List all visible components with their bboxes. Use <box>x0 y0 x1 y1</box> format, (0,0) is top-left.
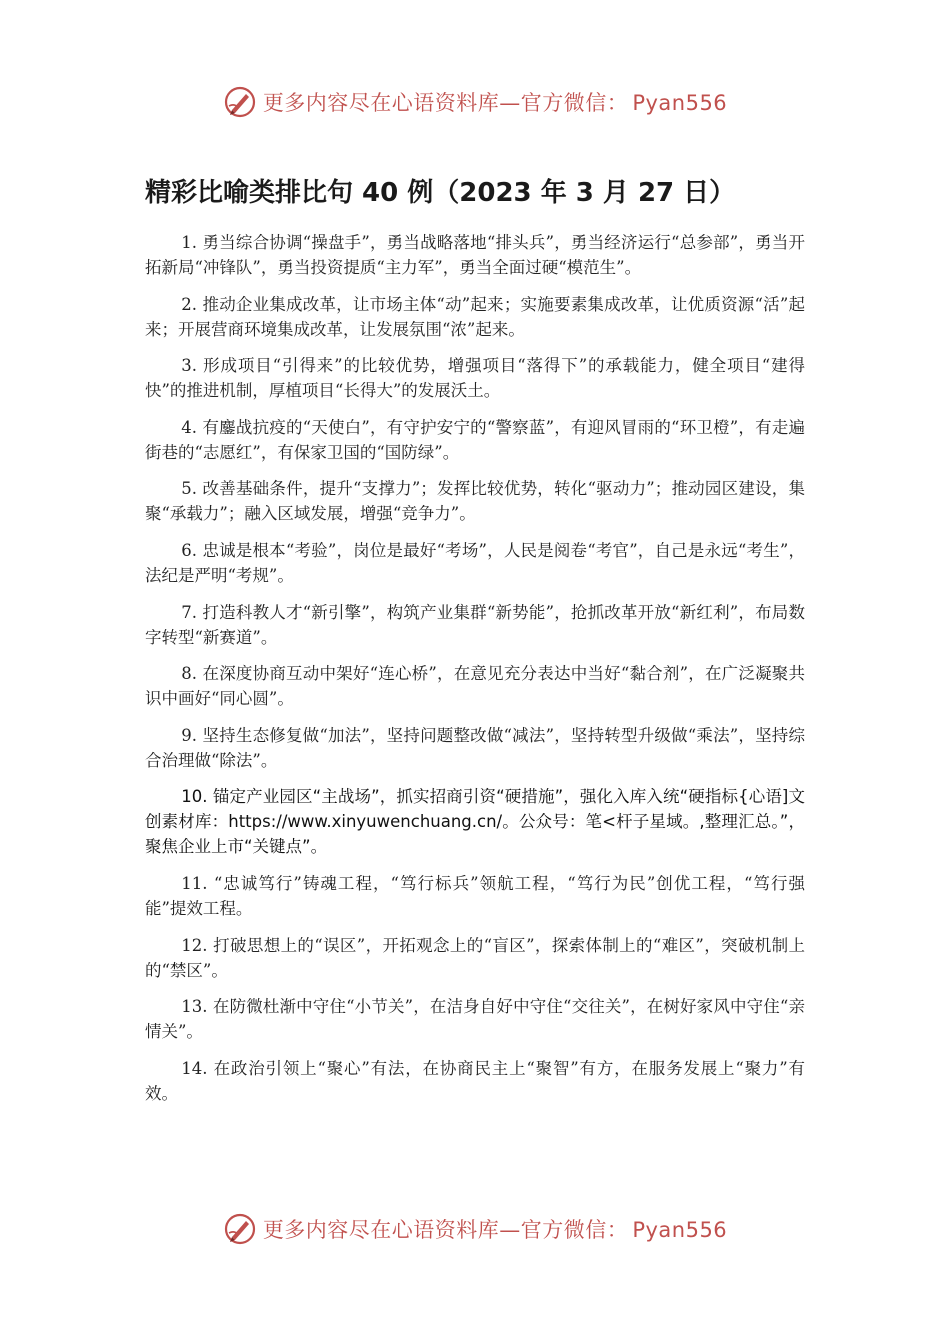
pen-logo-icon <box>223 1212 257 1246</box>
paragraph: 2. 推动企业集成改革，让市场主体“动”起来；实施要素集成改革，让优质资源“活”起来；开展营商环境集成改革，让发展氛围“浓”起来。 <box>145 294 805 339</box>
paragraph: 7. 打造科教人才“新引擎”，构筑产业集群“新势能”，抢抓改革开放“新红利”，布局数字转型“新赛道”。 <box>145 602 805 647</box>
paragraph: 4. 有鏖战抗疫的“天使白”，有守护安宁的“警察蓝”，有迎风冒雨的“环卫橙”，有走遍街巷的“志愿红”，有保家卫国的“国防绿”。 <box>145 417 805 462</box>
paragraph: 9. 坚持生态修复做“加法”，坚持问题整改做“减法”，坚持转型升级做“乘法”，坚持综合治理做“除法”。 <box>145 725 805 770</box>
footer-banner <box>0 1209 950 1249</box>
paragraph: 8. 在深度协商互动中架好“连心桥”，在意见充分表达中当好“黏合剂”，在广泛凝聚共识中画好“同心圆”。 <box>145 664 805 709</box>
banner-text <box>263 1214 727 1244</box>
banner-label: 更多内容尽在心语资料库—官方微信： <box>262 1218 629 1242</box>
paragraph-watermarked: 10. 锚定产业园区“主战场”，抓实招商引资“硬措施”，强化入库入统“硬指标{心语]文创素材库：https://www.xinyuwenchuang.cn/。公众号：笔<杆子星域。,整理汇总。”，聚焦企业上市“关键点”。 <box>145 787 805 857</box>
paragraph: 3. 形成项目“引得来”的比较优势，增强项目“落得下”的承载能力，健全项目“建得快”的推进机制，厚植项目“长得大”的发展沃土。 <box>145 356 805 401</box>
header-banner <box>0 82 950 122</box>
paragraph: 5. 改善基础条件，提升“支撑力”；发挥比较优势，转化“驱动力”；推动园区建设，集聚“承载力”；融入区域发展，增强“竞争力”。 <box>145 479 805 524</box>
pen-logo-icon <box>223 85 257 119</box>
paragraph: 14. 在政治引领上“聚心”有法，在协商民主上“聚智”有方，在服务发展上“聚力”有效。 <box>145 1058 805 1103</box>
paragraph: 1. 勇当综合协调“操盘手”，勇当战略落地“排头兵”，勇当经济运行“总参部”，勇当开拓新局“冲锋队”，勇当投资提质“主力军”，勇当全面过硬“模范生”。 <box>145 233 805 277</box>
banner-label: 更多内容尽在心语资料库—官方微信： <box>262 91 629 115</box>
paragraph: 11. “忠诚笃行”铸魂工程，“笃行标兵”领航工程，“笃行为民”创优工程，“笃行强能”提效工程。 <box>145 873 805 918</box>
page-title: 精彩比喻类排比句 40 例（2023 年 3 月 27 日） <box>145 178 736 208</box>
paragraph: 12. 打破思想上的“误区”，开拓观念上的“盲区”，探索体制上的“难区”，突破机制上的“禁区”。 <box>145 935 805 980</box>
document-body <box>145 230 805 1117</box>
paragraph: 13. 在防微杜渐中守住“小节关”，在洁身自好中守住“交往关”，在树好家风中守住“亲情关”。 <box>145 997 805 1042</box>
banner-wechat-id: Pyan556 <box>632 91 728 115</box>
banner-text <box>263 87 727 117</box>
banner-wechat-id: Pyan556 <box>632 1218 728 1242</box>
paragraph: 6. 忠诚是根本“考验”，岗位是最好“考场”，人民是阅卷“考官”，自己是永远“考生”，法纪是严明“考规”。 <box>145 540 805 585</box>
